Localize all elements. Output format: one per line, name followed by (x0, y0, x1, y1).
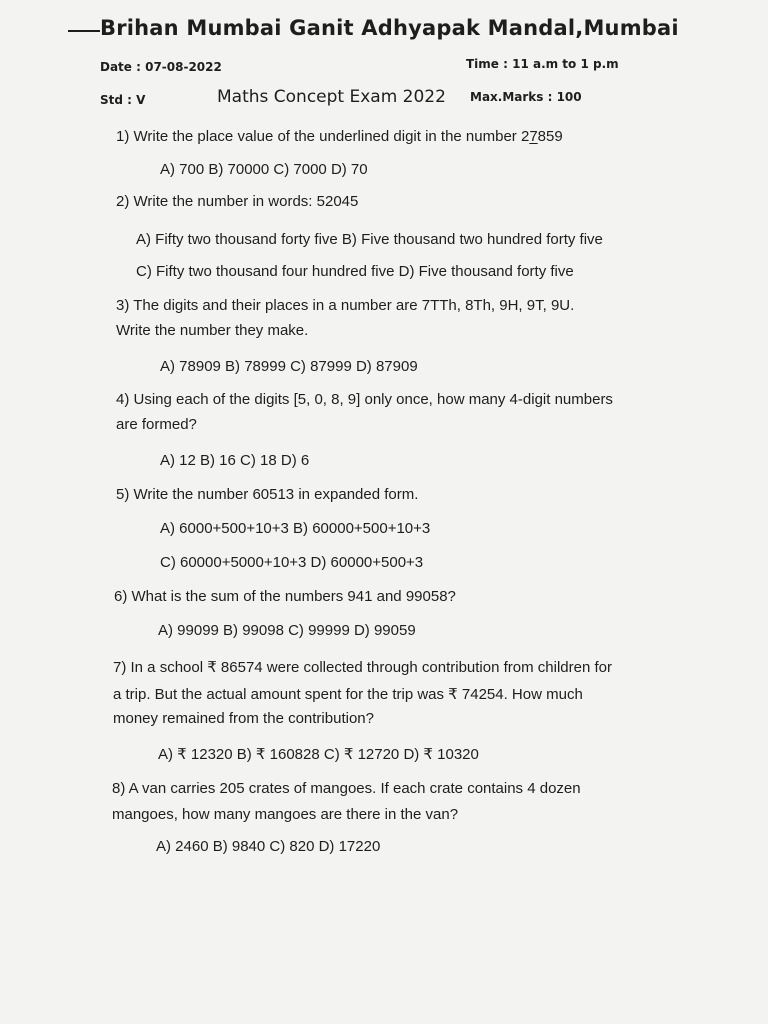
question-3-options: A) 78909 B) 78999 C) 87999 D) 87909 (160, 358, 418, 375)
page-title: Brihan Mumbai Ganit Adhyapak Mandal,Mumbai (100, 16, 679, 40)
question-4-line-1: 4) Using each of the digits [5, 0, 8, 9] only once, how many 4-digit numbers (116, 391, 613, 408)
question-2-options-c-d: C) Fifty two thousand four hundred five D) Five thousand forty five (136, 263, 574, 280)
question-1-options: A) 700 B) 70000 C) 7000 D) 70 (160, 161, 368, 178)
question-6-options: A) 99099 B) 99098 C) 99999 D) 99059 (158, 622, 416, 639)
question-2-options-a-b: A) Fifty two thousand forty five B) Five thousand two hundred forty five (136, 231, 603, 248)
question-3-line-1: 3) The digits and their places in a number are 7TTh, 8Th, 9H, 9T, 9U. (116, 297, 575, 314)
max-marks: Max.Marks : 100 (470, 90, 582, 104)
question-4-options: A) 12 B) 16 C) 18 D) 6 (160, 452, 310, 469)
question-7-line-2: a trip. But the actual amount spent for the trip was ₹ 74254. How much (113, 686, 583, 703)
header-rule (68, 30, 100, 32)
question-1 (116, 128, 563, 145)
question-1-suffix: 859 (537, 128, 563, 145)
exam-time: Time : 11 a.m to 1 p.m (466, 57, 619, 71)
question-8-line-2: mangoes, how many mangoes are there in the van? (112, 806, 459, 823)
question-3-line-2: Write the number they make. (116, 322, 309, 339)
question-7-line-1: 7) In a school ₹ 86574 were collected through contribution from children for (113, 659, 612, 676)
exam-title: Maths Concept Exam 2022 (217, 87, 446, 107)
underlined-digit: 7 (529, 128, 538, 145)
exam-date: Date : 07-08-2022 (100, 60, 222, 74)
question-8-line-1: 8) A van carries 205 crates of mangoes. If each crate contains 4 dozen (112, 780, 581, 797)
question-7-options: A) ₹ 12320 B) ₹ 160828 C) ₹ 12720 D) ₹ 10320 (158, 746, 479, 763)
question-5-options-a-b: A) 6000+500+10+3 B) 60000+500+10+3 (160, 520, 431, 537)
standard: Std : V (100, 93, 146, 107)
question-5-options-c-d: C) 60000+5000+10+3 D) 60000+500+3 (160, 554, 424, 571)
question-2: 2) Write the number in words: 52045 (116, 193, 359, 210)
question-6: 6) What is the sum of the numbers 941 and 99058? (114, 588, 456, 605)
question-8-options: A) 2460 B) 9840 C) 820 D) 17220 (156, 838, 381, 855)
question-7-line-3: money remained from the contribution? (113, 710, 374, 727)
question-1-prefix: 1) Write the place value of the underlined digit in the number 2 (116, 128, 530, 145)
question-4-line-2: are formed? (116, 416, 197, 433)
question-5: 5) Write the number 60513 in expanded form. (116, 486, 419, 503)
